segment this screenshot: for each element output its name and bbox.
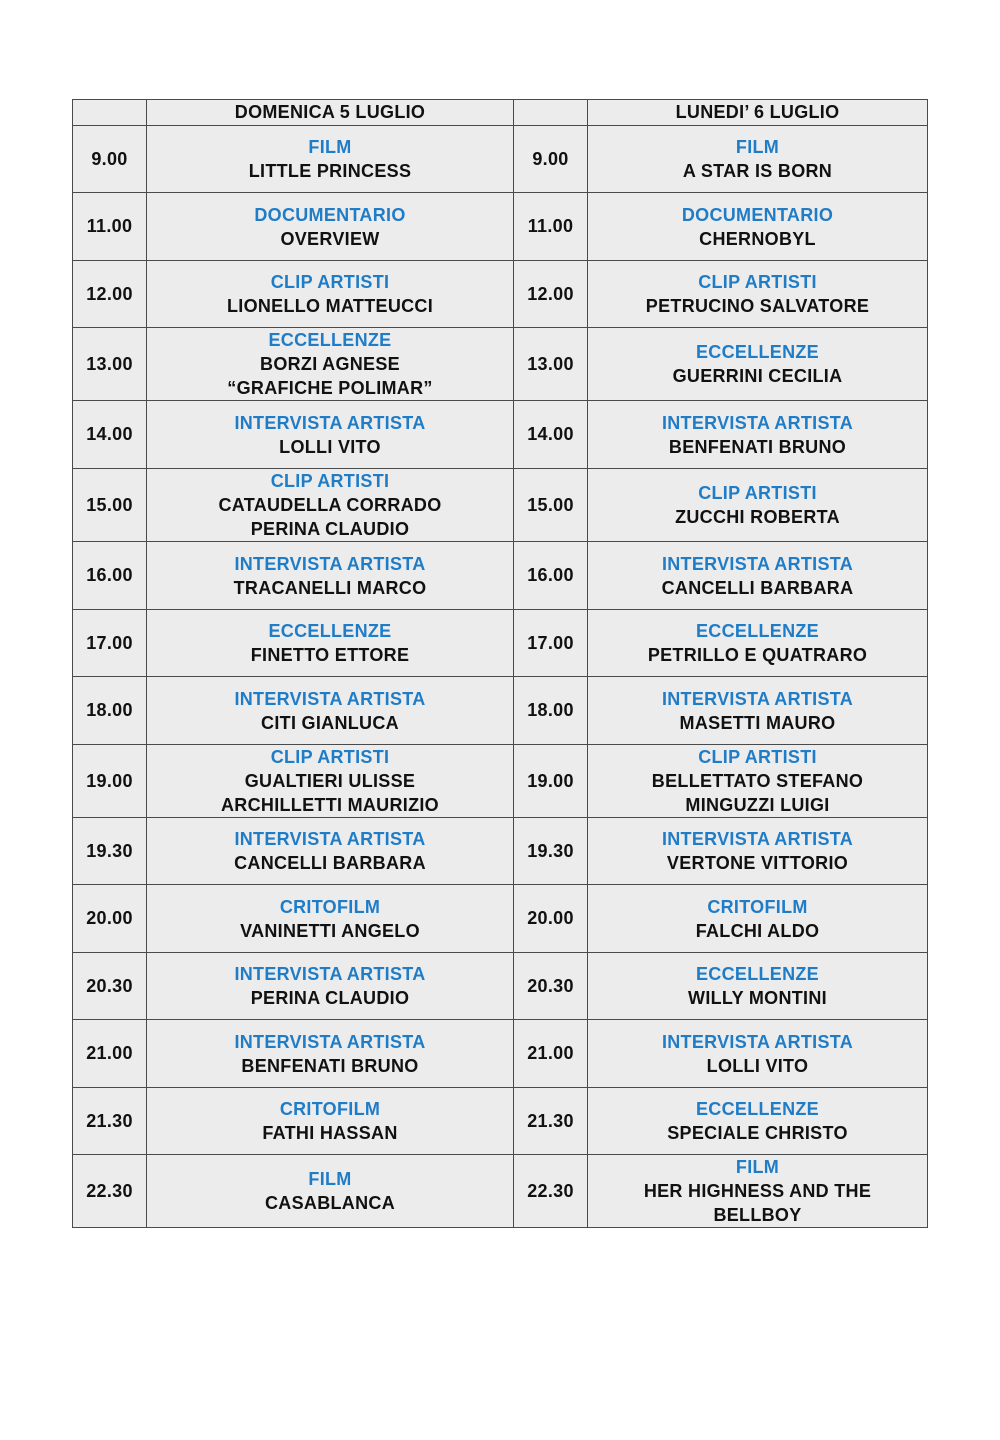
program-category: CLIP ARTISTI (698, 483, 817, 503)
time-cell-day2: 19.30 (514, 818, 588, 885)
program-cell-day2 (588, 1155, 928, 1228)
program-title-line: MINGUZZI LUIGI (685, 795, 830, 815)
program-title-line: FINETTO ETTORE (250, 645, 410, 665)
program-title-line: FATHI HASSAN (262, 1123, 398, 1143)
program-category: INTERVISTA ARTISTA (661, 688, 854, 709)
time-cell-day2: 15.00 (514, 469, 588, 542)
schedule-row (73, 818, 928, 885)
time-cell-day1: 19.30 (73, 818, 147, 885)
program-title-line: PERINA CLAUDIO (250, 988, 410, 1008)
schedule-row (73, 610, 928, 677)
schedule-row (73, 745, 928, 818)
program-title-line: LIONELLO MATTEUCCI (226, 296, 434, 316)
schedule-row (73, 328, 928, 401)
program-title-line: LOLLI VITO (279, 436, 381, 457)
program-title-line: CANCELLI BARBARA (661, 577, 854, 598)
program-title-line: “GRAFICHE POLIMAR” (227, 378, 433, 398)
schedule-row (73, 401, 928, 469)
program-title-line: BORZI AGNESE (260, 354, 400, 374)
time-cell-day1: 12.00 (73, 261, 147, 328)
program-category: ECCELLENZE (695, 342, 819, 362)
program-cell-day2 (588, 745, 928, 818)
schedule-row (73, 126, 928, 193)
program-title-line: ARCHILLETTI MAURIZIO (221, 795, 439, 815)
time-cell-day2: 9.00 (514, 126, 588, 193)
header-day-2: LUNEDI’ 6 LUGLIO (588, 100, 928, 126)
program-cell-day2 (588, 953, 928, 1020)
time-cell-day2: 12.00 (514, 261, 588, 328)
program-title-line: VERTONE VITTORIO (666, 853, 849, 873)
time-cell-day2: 21.00 (514, 1020, 588, 1088)
program-title-line: CITI GIANLUCA (261, 712, 399, 733)
program-cell-day1 (147, 818, 514, 885)
program-cell-day1 (147, 126, 514, 193)
program-category: ECCELLENZE (695, 964, 819, 984)
program-category: ECCELLENZE (695, 1099, 819, 1119)
time-cell-day2: 14.00 (514, 401, 588, 469)
program-title-line: ZUCCHI ROBERTA (675, 507, 840, 527)
program-title-line: CANCELLI BARBARA (234, 853, 426, 873)
time-cell-day1: 19.00 (73, 745, 147, 818)
program-cell-day2 (588, 818, 928, 885)
time-cell-day1: 11.00 (73, 193, 147, 261)
program-title-line: HER HIGHNESS AND THE (643, 1181, 872, 1201)
program-cell-day2 (588, 126, 928, 193)
program-cell-day2 (588, 469, 928, 542)
time-cell-day2: 22.30 (514, 1155, 588, 1228)
program-category: INTERVISTA ARTISTA (234, 688, 426, 709)
program-category: CRITOFILM (279, 896, 381, 917)
program-title-line: A STAR IS BORN (682, 161, 833, 181)
header-row (73, 100, 928, 126)
schedule-table (72, 99, 928, 1228)
program-category: DOCUMENTARIO (681, 204, 834, 225)
time-cell-day2: 19.00 (514, 745, 588, 818)
schedule-row (73, 885, 928, 953)
time-cell-day1: 16.00 (73, 542, 147, 610)
time-cell-day1: 21.30 (73, 1088, 147, 1155)
time-cell-day2: 13.00 (514, 328, 588, 401)
program-category: ECCELLENZE (695, 621, 819, 641)
time-cell-day1: 13.00 (73, 328, 147, 401)
time-cell-day1: 20.30 (73, 953, 147, 1020)
time-cell-day2: 16.00 (514, 542, 588, 610)
program-title-line: FALCHI ALDO (695, 920, 820, 941)
program-cell-day1 (147, 953, 514, 1020)
program-title-line: BELLETTATO STEFANO (651, 771, 864, 791)
program-cell-day2 (588, 1088, 928, 1155)
program-cell-day1 (147, 469, 514, 542)
time-cell-day2: 20.00 (514, 885, 588, 953)
program-category: CLIP ARTISTI (270, 471, 390, 491)
time-cell-day1: 14.00 (73, 401, 147, 469)
program-category: INTERVISTA ARTISTA (661, 553, 854, 574)
time-cell-day2: 11.00 (514, 193, 588, 261)
time-cell-day1: 21.00 (73, 1020, 147, 1088)
program-title-line: GUERRINI CECILIA (672, 366, 843, 386)
program-category: CRITOFILM (707, 896, 808, 917)
time-cell-day1: 9.00 (73, 126, 147, 193)
time-cell-day1: 17.00 (73, 610, 147, 677)
program-category: INTERVISTA ARTISTA (661, 412, 854, 433)
schedule-row (73, 1020, 928, 1088)
program-cell-day2 (588, 401, 928, 469)
time-cell-day1: 22.30 (73, 1155, 147, 1228)
program-cell-day2 (588, 261, 928, 328)
program-title-line: BELLBOY (713, 1205, 802, 1225)
program-category: INTERVISTA ARTISTA (234, 1031, 426, 1052)
program-category: INTERVISTA ARTISTA (661, 829, 854, 849)
program-category: FILM (735, 137, 780, 157)
schedule-row (73, 677, 928, 745)
program-category: INTERVISTA ARTISTA (234, 553, 426, 574)
schedule-row (73, 1088, 928, 1155)
program-title-line: TRACANELLI MARCO (233, 577, 427, 598)
program-title-line: OVERVIEW (280, 228, 380, 249)
program-category: INTERVISTA ARTISTA (234, 829, 426, 849)
time-cell-day2: 20.30 (514, 953, 588, 1020)
program-category: ECCELLENZE (268, 330, 392, 350)
program-title-line: PERINA CLAUDIO (250, 519, 410, 539)
program-cell-day1 (147, 1088, 514, 1155)
program-title-line: MASETTI MAURO (679, 712, 836, 733)
program-cell-day2 (588, 193, 928, 261)
program-category: ECCELLENZE (268, 621, 392, 641)
schedule-row (73, 542, 928, 610)
program-cell-day2 (588, 328, 928, 401)
program-cell-day1 (147, 328, 514, 401)
schedule-body (73, 126, 928, 1228)
schedule-row (73, 193, 928, 261)
program-cell-day2 (588, 677, 928, 745)
program-category: CLIP ARTISTI (270, 747, 390, 767)
program-cell-day1 (147, 261, 514, 328)
program-category: CLIP ARTISTI (698, 272, 817, 292)
program-cell-day1 (147, 610, 514, 677)
program-title-line: CHERNOBYL (699, 228, 816, 249)
program-cell-day2 (588, 610, 928, 677)
program-title-line: BENFENATI BRUNO (668, 436, 847, 457)
program-cell-day1 (147, 677, 514, 745)
program-category: FILM (308, 1169, 352, 1189)
program-title-line: CASABLANCA (265, 1193, 395, 1213)
program-category: CRITOFILM (279, 1099, 381, 1119)
program-cell-day1 (147, 401, 514, 469)
program-category: CLIP ARTISTI (698, 747, 817, 767)
time-cell-day2: 17.00 (514, 610, 588, 677)
program-category: INTERVISTA ARTISTA (234, 964, 426, 984)
time-cell-day1: 20.00 (73, 885, 147, 953)
program-category: DOCUMENTARIO (254, 204, 406, 225)
program-cell-day1 (147, 1020, 514, 1088)
program-title-line: WILLY MONTINI (688, 988, 827, 1008)
program-title-line: BENFENATI BRUNO (241, 1055, 419, 1076)
time-cell-day2: 18.00 (514, 677, 588, 745)
program-title-line: GUALTIERI ULISSE (244, 771, 416, 791)
program-cell-day1 (147, 1155, 514, 1228)
program-cell-day1 (147, 542, 514, 610)
program-cell-day1 (147, 745, 514, 818)
program-cell-day2 (588, 1020, 928, 1088)
program-category: FILM (308, 137, 352, 157)
program-cell-day1 (147, 885, 514, 953)
schedule-row (73, 953, 928, 1020)
time-cell-day1: 15.00 (73, 469, 147, 542)
schedule-row (73, 1155, 928, 1228)
program-title-line: PETRUCINO SALVATORE (645, 296, 870, 316)
program-cell-day2 (588, 885, 928, 953)
time-cell-day1: 18.00 (73, 677, 147, 745)
program-title-line: CATAUDELLA CORRADO (218, 495, 442, 515)
program-category: INTERVISTA ARTISTA (661, 1031, 854, 1052)
time-cell-day2: 21.30 (514, 1088, 588, 1155)
header-day-1: DOMENICA 5 LUGLIO (147, 100, 514, 126)
schedule-row (73, 261, 928, 328)
header-time-2 (514, 100, 588, 126)
program-title-line: VANINETTI ANGELO (240, 920, 420, 941)
program-title-line: SPECIALE CHRISTO (667, 1123, 848, 1143)
schedule-row (73, 469, 928, 542)
program-category: FILM (735, 1157, 780, 1177)
program-cell-day2 (588, 542, 928, 610)
program-cell-day1 (147, 193, 514, 261)
program-title-line: LOLLI VITO (706, 1055, 809, 1076)
program-title-line: PETRILLO E QUATRARO (647, 645, 868, 665)
program-category: CLIP ARTISTI (270, 272, 390, 292)
header-time-1 (73, 100, 147, 126)
program-title-line: LITTLE PRINCESS (248, 161, 412, 181)
program-category: INTERVISTA ARTISTA (234, 412, 426, 433)
